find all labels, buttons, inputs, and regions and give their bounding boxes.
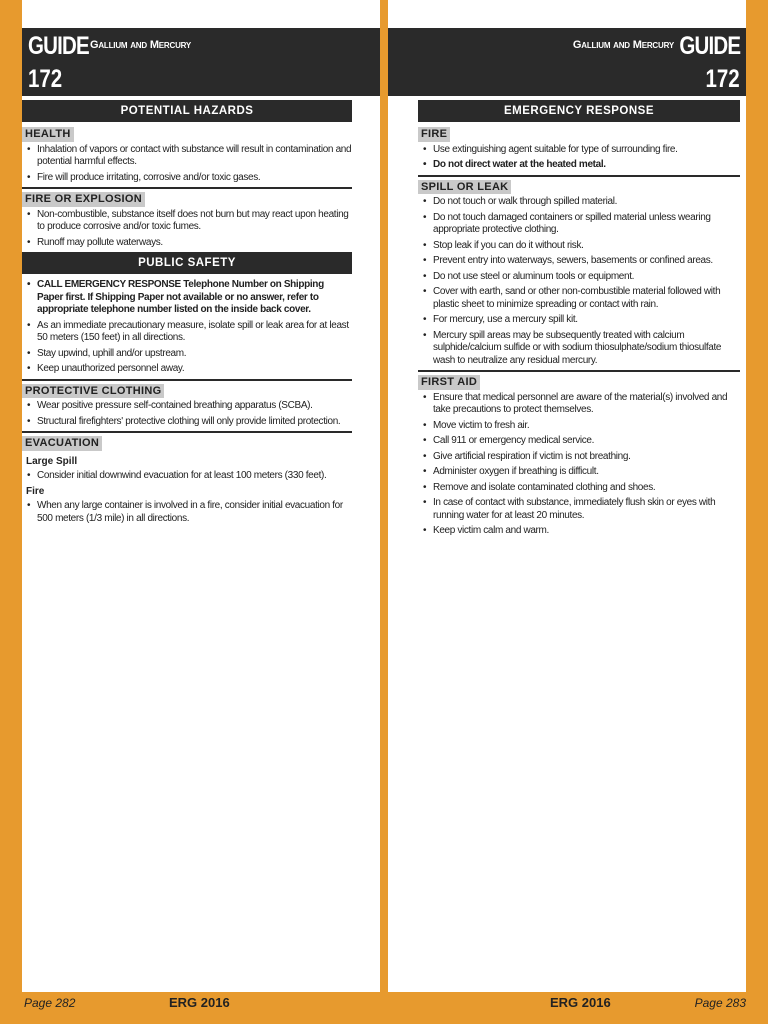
list-item: • Administer oxygen if breathing is difficult.: [420, 466, 740, 479]
spill-leak-section: [418, 175, 740, 368]
list-item: • Consider initial downwind evacuation for at least 100 meters (330 feet).: [24, 470, 352, 483]
list-item: • Mercury spill areas may be subsequently treated with calcium sulphide/calcium sulfide or with sodium thiosulphate/sodium thiosulfate wash to neutralize any residual mercury.: [420, 330, 740, 368]
fire-explosion-label: FIRE OR EXPLOSION: [22, 192, 145, 207]
page-number: Page 283: [694, 996, 746, 1010]
fire-explosion-section: [22, 187, 352, 249]
list-item: • Do not touch or walk through spilled material.: [420, 196, 740, 209]
guide-number: 172: [705, 65, 740, 93]
right-page: [388, 0, 746, 992]
list-item: • Wear positive pressure self-contained breathing apparatus (SCBA).: [24, 400, 352, 413]
list-item: • Structural firefighters' protective clothing will only provide limited protection.: [24, 416, 352, 429]
list-item: • Inhalation of vapors or contact with substance will result in contamination and potential harmful effects.: [24, 144, 352, 169]
evacuation-section: [22, 431, 352, 525]
large-spill-subhead: Large Spill: [26, 455, 78, 467]
emergency-response-banner: EMERGENCY RESPONSE: [418, 100, 740, 122]
evacuation-label: EVACUATION: [22, 436, 102, 451]
list-item: • Ensure that medical personnel are aware of the material(s) involved and take precautions to protect themselves.: [420, 392, 740, 417]
right-footer: [388, 992, 746, 1024]
health-label: HEALTH: [22, 127, 74, 142]
fire-subhead: Fire: [26, 485, 45, 497]
first-aid-label: FIRST AID: [418, 375, 480, 390]
fire-section: [418, 124, 740, 172]
guide-material-name: Gallium and Mercury: [90, 39, 192, 51]
list-item: • Do not use steel or aluminum tools or equipment.: [420, 271, 740, 284]
public-safety-banner: PUBLIC SAFETY: [22, 252, 352, 274]
left-footer: [22, 992, 380, 1024]
list-item: • Fire will produce irritating, corrosive and/or toxic gases.: [24, 172, 352, 185]
erg-edition: ERG 2016: [169, 995, 230, 1010]
guide-word: GUIDE: [28, 32, 89, 60]
list-item: • CALL EMERGENCY RESPONSE Telephone Number on Shipping Paper first. If Shipping Paper not available or no answer, refer to appropriate telephone number listed on the inside back cover.: [24, 279, 352, 317]
list-item: • Use extinguishing agent suitable for type of surrounding fire.: [420, 144, 740, 157]
guide-word: GUIDE: [679, 32, 740, 60]
guide-header: [388, 28, 746, 96]
guide-header: [22, 28, 380, 96]
list-item: • Do not direct water at the heated metal.: [420, 159, 740, 172]
list-item: • Keep unauthorized personnel away.: [24, 363, 352, 376]
list-item: • Do not touch damaged containers or spilled material unless wearing appropriate protective clothing.: [420, 212, 740, 237]
potential-hazards-banner: POTENTIAL HAZARDS: [22, 100, 352, 122]
health-section: [22, 124, 352, 184]
first-aid-section: [418, 370, 740, 538]
list-item: • When any large container is involved in a fire, consider initial evacuation for 500 meters (1/3 mile) in all directions.: [24, 500, 352, 525]
list-item: • In case of contact with substance, immediately flush skin or eyes with running water for at least 20 minutes.: [420, 497, 740, 522]
left-page: [22, 0, 380, 992]
protective-clothing-section: [22, 379, 352, 429]
erg-edition: ERG 2016: [550, 995, 611, 1010]
list-item: • Move victim to fresh air.: [420, 420, 740, 433]
list-item: • Cover with earth, sand or other non-combustible material followed with plastic sheet to minimize spreading or contact with rain.: [420, 286, 740, 311]
page-number: Page 282: [24, 996, 76, 1010]
protective-clothing-label: PROTECTIVE CLOTHING: [22, 384, 164, 399]
list-item: • Remove and isolate contaminated clothing and shoes.: [420, 482, 740, 495]
list-item: • Give artificial respiration if victim is not breathing.: [420, 451, 740, 464]
guide-number: 172: [28, 65, 63, 93]
list-item: • Stop leak if you can do it without risk.: [420, 240, 740, 253]
left-content: [22, 100, 352, 528]
right-content: [418, 100, 740, 541]
list-item: • Runoff may pollute waterways.: [24, 237, 352, 250]
list-item: • As an immediate precautionary measure, isolate spill or leak area for at least 50 meters (150 feet) in all directions.: [24, 320, 352, 345]
guide-material-name: Gallium and Mercury: [572, 39, 674, 51]
spill-leak-label: SPILL OR LEAK: [418, 180, 511, 195]
list-item: • Keep victim calm and warm.: [420, 525, 740, 538]
list-item: • Call 911 or emergency medical service.: [420, 435, 740, 448]
public-safety-section: [22, 276, 352, 376]
list-item: • Stay upwind, uphill and/or upstream.: [24, 348, 352, 361]
list-item: • Prevent entry into waterways, sewers, basements or confined areas.: [420, 255, 740, 268]
list-item: • For mercury, use a mercury spill kit.: [420, 314, 740, 327]
list-item: • Non-combustible, substance itself does not burn but may react upon heating to produce corrosive and/or toxic fumes.: [24, 209, 352, 234]
fire-label: FIRE: [418, 127, 450, 142]
